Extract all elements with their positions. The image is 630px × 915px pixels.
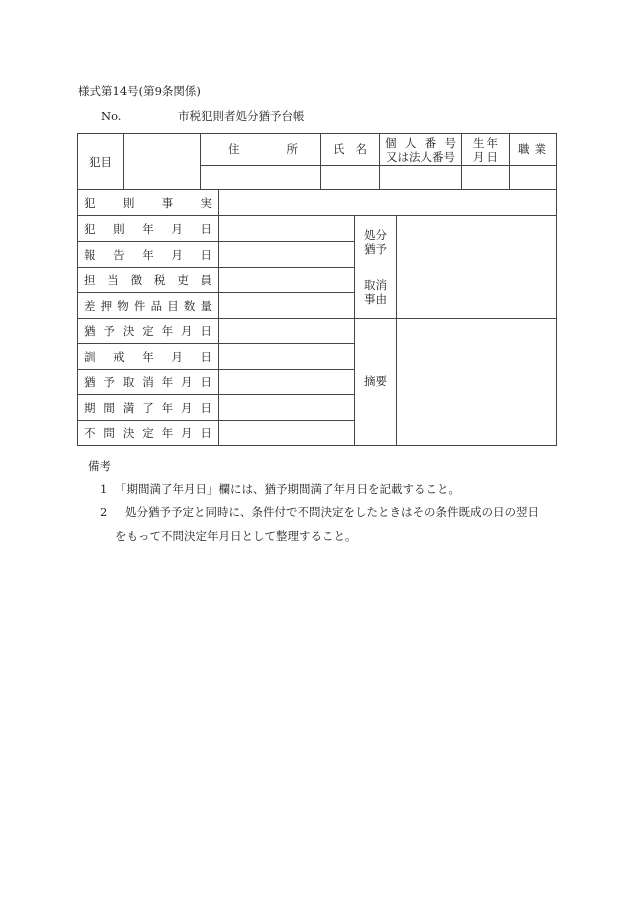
row-label-char: 年	[142, 349, 154, 364]
row-label-char: 年	[142, 247, 154, 262]
row-label-char: 担	[84, 273, 96, 287]
note-2-number: 2	[100, 505, 108, 519]
row-label-char: 事	[161, 195, 174, 210]
reason-label-line: 事由	[364, 292, 387, 306]
row-label-char: 年	[161, 400, 174, 415]
col-line	[509, 133, 510, 189]
form-reference: 様式第14号(第9条関係)	[78, 84, 201, 98]
name-header-char: 名	[355, 142, 367, 156]
row-label-char: 員	[200, 273, 212, 287]
row-label-char: 税	[153, 273, 166, 287]
id-number-header-line2: 又は法人番号	[386, 150, 455, 164]
row-label-char: 徴	[130, 273, 143, 287]
row-label-char: 月	[181, 375, 193, 389]
row-label-char: 押	[100, 298, 113, 313]
row-label-char: 了	[142, 400, 154, 415]
row-label-violation-date	[84, 216, 212, 241]
reason-label-bottom	[355, 278, 396, 306]
row-label-char: 予	[103, 324, 115, 338]
summary-label: 摘要	[364, 374, 387, 388]
birth-header-char: 月	[473, 150, 485, 164]
address-header	[228, 142, 298, 156]
col-line	[123, 133, 124, 189]
row-label-officer	[84, 268, 212, 292]
row-label-char: 品	[150, 298, 163, 313]
birth-header-char: 年	[486, 136, 498, 150]
row-label-report-date	[84, 242, 212, 267]
row-label-char: 月	[171, 349, 183, 364]
col-line	[396, 215, 397, 446]
id-number-char: 号	[444, 136, 456, 150]
row-label-char: 不	[84, 426, 96, 440]
row-label-char: 当	[107, 273, 119, 287]
ledger-title: 市税犯則者処分猶予台帳	[178, 109, 305, 123]
row-label-char: 日	[200, 400, 212, 415]
row-label-non-prosecution-date	[84, 421, 212, 445]
col-line	[218, 189, 219, 446]
row-label-char: 数	[183, 298, 196, 313]
id-number-char: 個	[385, 136, 397, 150]
row-label-char: 定	[142, 426, 154, 440]
row-label-char: 差	[84, 298, 96, 313]
row-label-char: 日	[200, 375, 212, 389]
table-border-top	[77, 133, 557, 134]
hansoku-label: 犯目	[89, 154, 112, 169]
row-label-char: 予	[103, 375, 115, 389]
occupation-header-char: 業	[534, 142, 546, 156]
row-label-char: 報	[84, 247, 96, 262]
row-label-char: 猶	[84, 324, 96, 338]
reason-label-line: 猶予	[364, 242, 387, 256]
table-border-bottom	[77, 445, 557, 446]
birth-header-line1	[473, 136, 498, 150]
row-label-char: 目	[167, 298, 179, 313]
row-label-facts	[84, 190, 212, 215]
ledger-number-label: No.	[101, 109, 122, 123]
birth-header-line2	[473, 150, 498, 164]
row-label-suspension-date	[84, 319, 212, 343]
row-label-char: 決	[122, 324, 135, 338]
row-label-char: 年	[161, 426, 174, 440]
row-label-char: 告	[113, 247, 125, 262]
row-label-char: 件	[133, 298, 146, 313]
row-label-char: 月	[181, 400, 193, 415]
row-label-char: 月	[181, 324, 193, 338]
birth-header-char: 日	[486, 150, 498, 164]
row-label-char: 問	[103, 426, 115, 440]
row-label-char: 戒	[113, 349, 125, 364]
row-label-cancellation-date	[84, 370, 212, 394]
row-label-char: 訓	[84, 349, 96, 364]
note-1-text: 「期間満了年月日」欄には、猶予期間満了年月日を記載すること。	[115, 482, 460, 496]
row-label-char: 決	[122, 426, 135, 440]
row-label-char: 年	[142, 221, 154, 236]
note-2-line-1: 処分猶予予定と同時に、条件付で不問決定をしたときはその条件既成の日の翌日	[125, 505, 539, 519]
row-label-char: 取	[122, 375, 135, 389]
row-label-char: 日	[200, 426, 212, 440]
name-header-char: 氏	[333, 142, 345, 156]
notes-title: 備考	[88, 459, 111, 473]
table-border-right	[556, 133, 557, 446]
address-header-char: 所	[286, 142, 298, 156]
row-label-char: 犯	[84, 195, 96, 210]
row-label-char: 犯	[84, 221, 96, 236]
name-header	[333, 142, 367, 156]
col-line	[200, 133, 201, 189]
row-label-char: 則	[122, 195, 135, 210]
row-label-char: 満	[122, 400, 135, 415]
row-label-expiry-date	[84, 395, 212, 420]
row-label-char: 月	[171, 221, 183, 236]
note-1-number: 1	[100, 482, 108, 496]
birth-header-char: 生	[473, 136, 485, 150]
row-label-char: 期	[84, 400, 96, 415]
id-number-header-line1	[385, 136, 456, 150]
row-label-char: 月	[181, 426, 193, 440]
row-label-char: 則	[113, 221, 125, 236]
row-label-char: 吏	[177, 273, 189, 287]
row-label-char: 間	[103, 400, 115, 415]
row-label-seized-items	[84, 293, 212, 318]
row-label-char: 日	[200, 221, 212, 236]
address-header-char: 住	[228, 142, 240, 156]
row-label-char: 年	[161, 375, 174, 389]
row-label-char: 猶	[84, 375, 96, 389]
row-label-char: 月	[171, 247, 183, 262]
reason-label-line: 取消	[364, 278, 387, 292]
row-label-char: 定	[142, 324, 154, 338]
row-label-char: 日	[200, 349, 212, 364]
row-label-char: 日	[200, 247, 212, 262]
row-label-char: 物	[117, 298, 129, 313]
row-label-char: 消	[142, 375, 154, 389]
row-label-char: 実	[200, 195, 212, 210]
row-label-char: 年	[161, 324, 174, 338]
note-2-line-2: をもって不問決定年月日として整理すること。	[115, 529, 357, 543]
col-line	[461, 133, 462, 189]
reason-label-top	[355, 228, 396, 256]
id-number-char: 人	[404, 136, 417, 150]
row-label-admonition-date	[84, 344, 212, 369]
id-number-char: 番	[424, 136, 437, 150]
occupation-header	[518, 142, 546, 156]
row-label-char: 日	[200, 324, 212, 338]
row-label-char: 量	[200, 298, 212, 313]
col-line	[320, 133, 321, 189]
occupation-header-char: 職	[518, 142, 530, 156]
reason-label-line: 処分	[364, 228, 387, 242]
